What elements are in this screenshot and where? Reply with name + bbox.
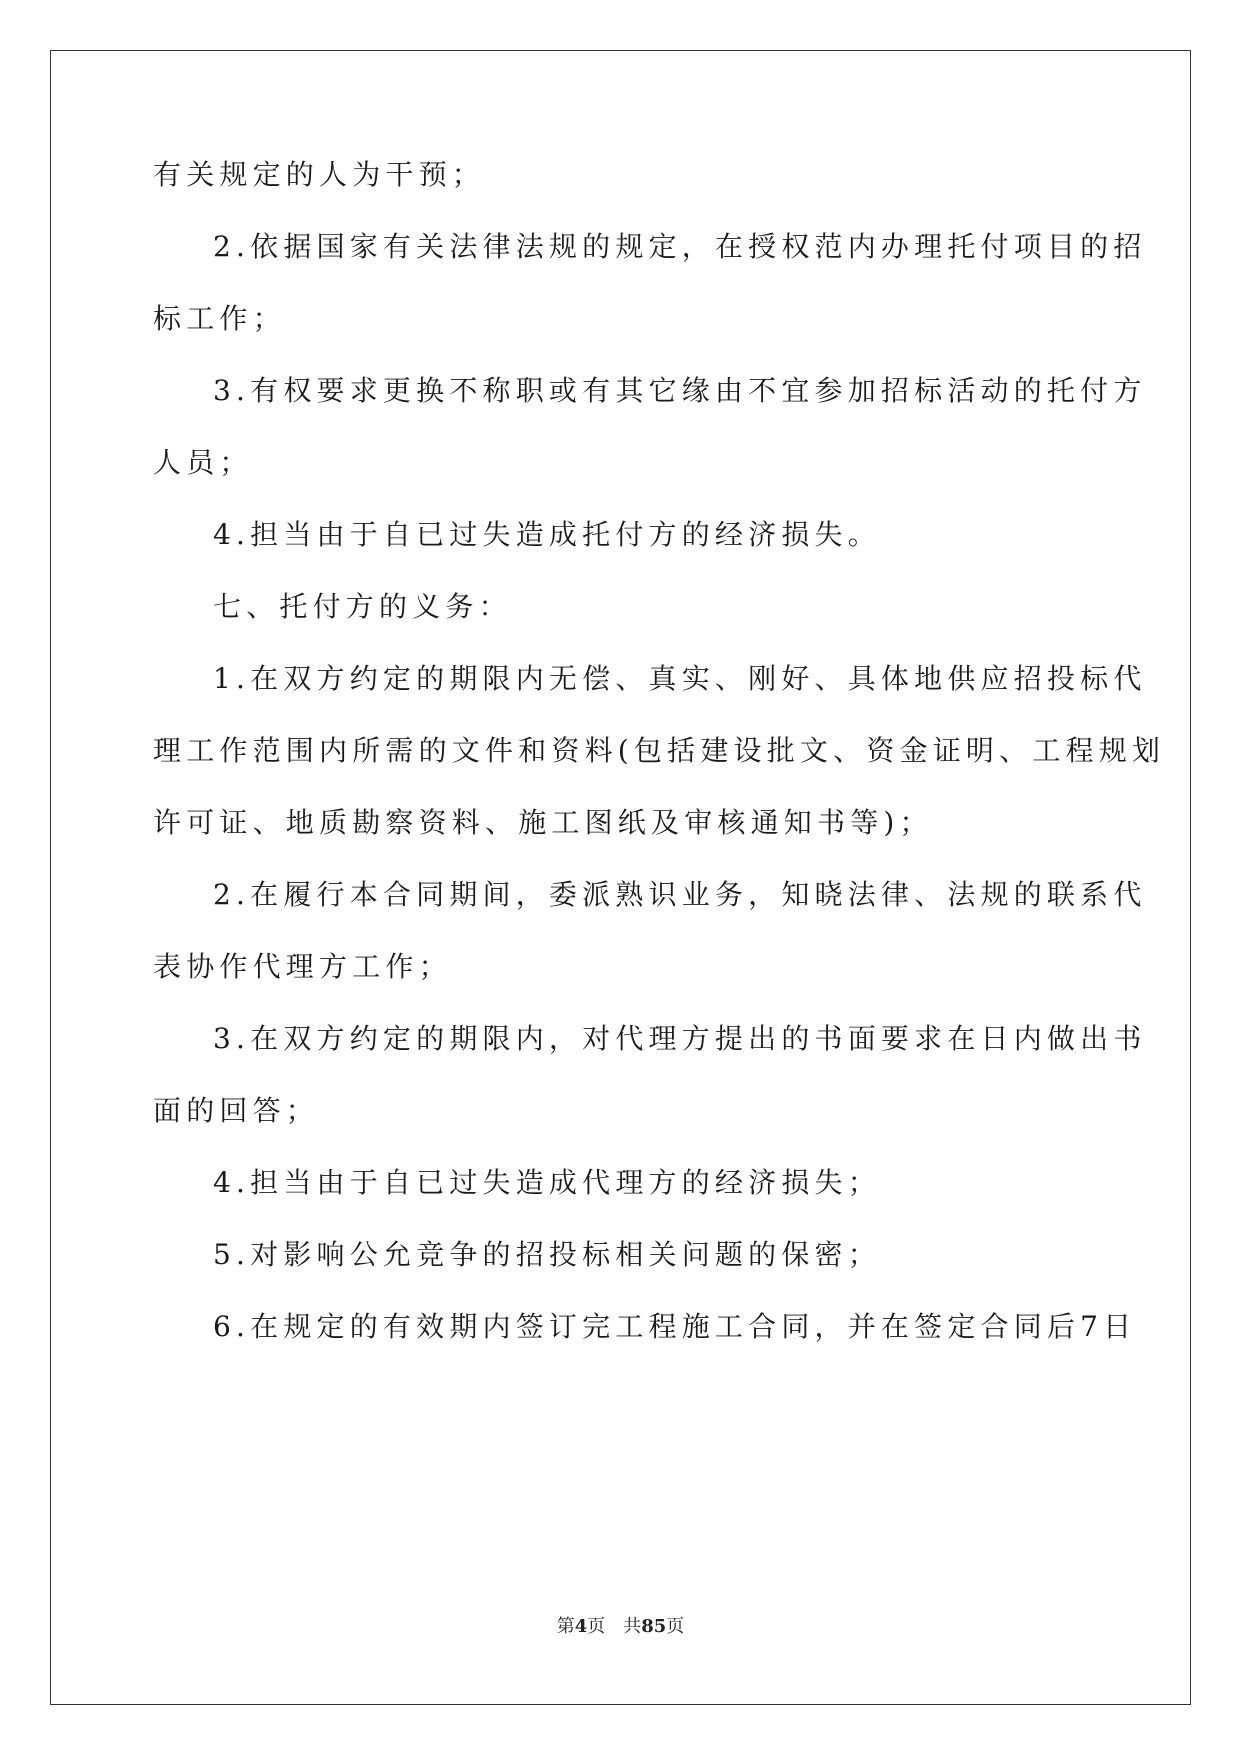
page-current: 4 — [574, 1616, 588, 1637]
text-line: 5.对影响公允竞争的招投标相关问题的保密； — [213, 1238, 881, 1271]
text-line: 2.依据国家有关法律法规的规定，在授权范内办理托付项目的招 — [213, 230, 1147, 263]
total-prefix: 共 — [623, 1616, 642, 1637]
text-line: 许可证、地质勘察资料、施工图纸及审核通知书等)； — [153, 806, 933, 839]
text-line: 4.担当由于自已过失造成代理方的经济损失； — [213, 1166, 881, 1199]
text-line: 3.在双方约定的期限内，对代理方提出的书面要求在日内做出书 — [213, 1022, 1147, 1055]
text-line: 3.有权要求更换不称职或有其它缘由不宜参加招标活动的托付方 — [213, 374, 1147, 407]
text-line: 人员； — [153, 446, 253, 479]
text-line: 1.在双方约定的期限内无偿、真实、刚好、具体地供应招投标代 — [213, 662, 1147, 695]
text-line: 表协作代理方工作； — [153, 950, 452, 983]
text-line: 2.在履行本合同期间，委派熟识业务，知晓法律、法规的联系代 — [213, 878, 1147, 911]
text-line: 有关规定的人为干预； — [153, 158, 486, 191]
text-line: 理工作范围内所需的文件和资料(包括建设批文、资金证明、工程规划 — [153, 734, 1166, 767]
text-line: 6.在规定的有效期内签订完工程施工合同，并在签定合同后7日 — [213, 1310, 1137, 1343]
text-line: 标工作； — [153, 302, 286, 335]
total-suffix: 页 — [666, 1616, 685, 1637]
page-footer — [0, 1615, 1241, 1639]
section-heading: 七、托付方的义务： — [213, 590, 512, 623]
page-suffix: 页 — [587, 1616, 606, 1637]
page-total: 85 — [641, 1616, 667, 1637]
text-line: 4.担当由于自已过失造成托付方的经济损失。 — [213, 518, 881, 551]
page-prefix: 第 — [556, 1616, 575, 1637]
text-line: 面的回答； — [153, 1094, 320, 1127]
